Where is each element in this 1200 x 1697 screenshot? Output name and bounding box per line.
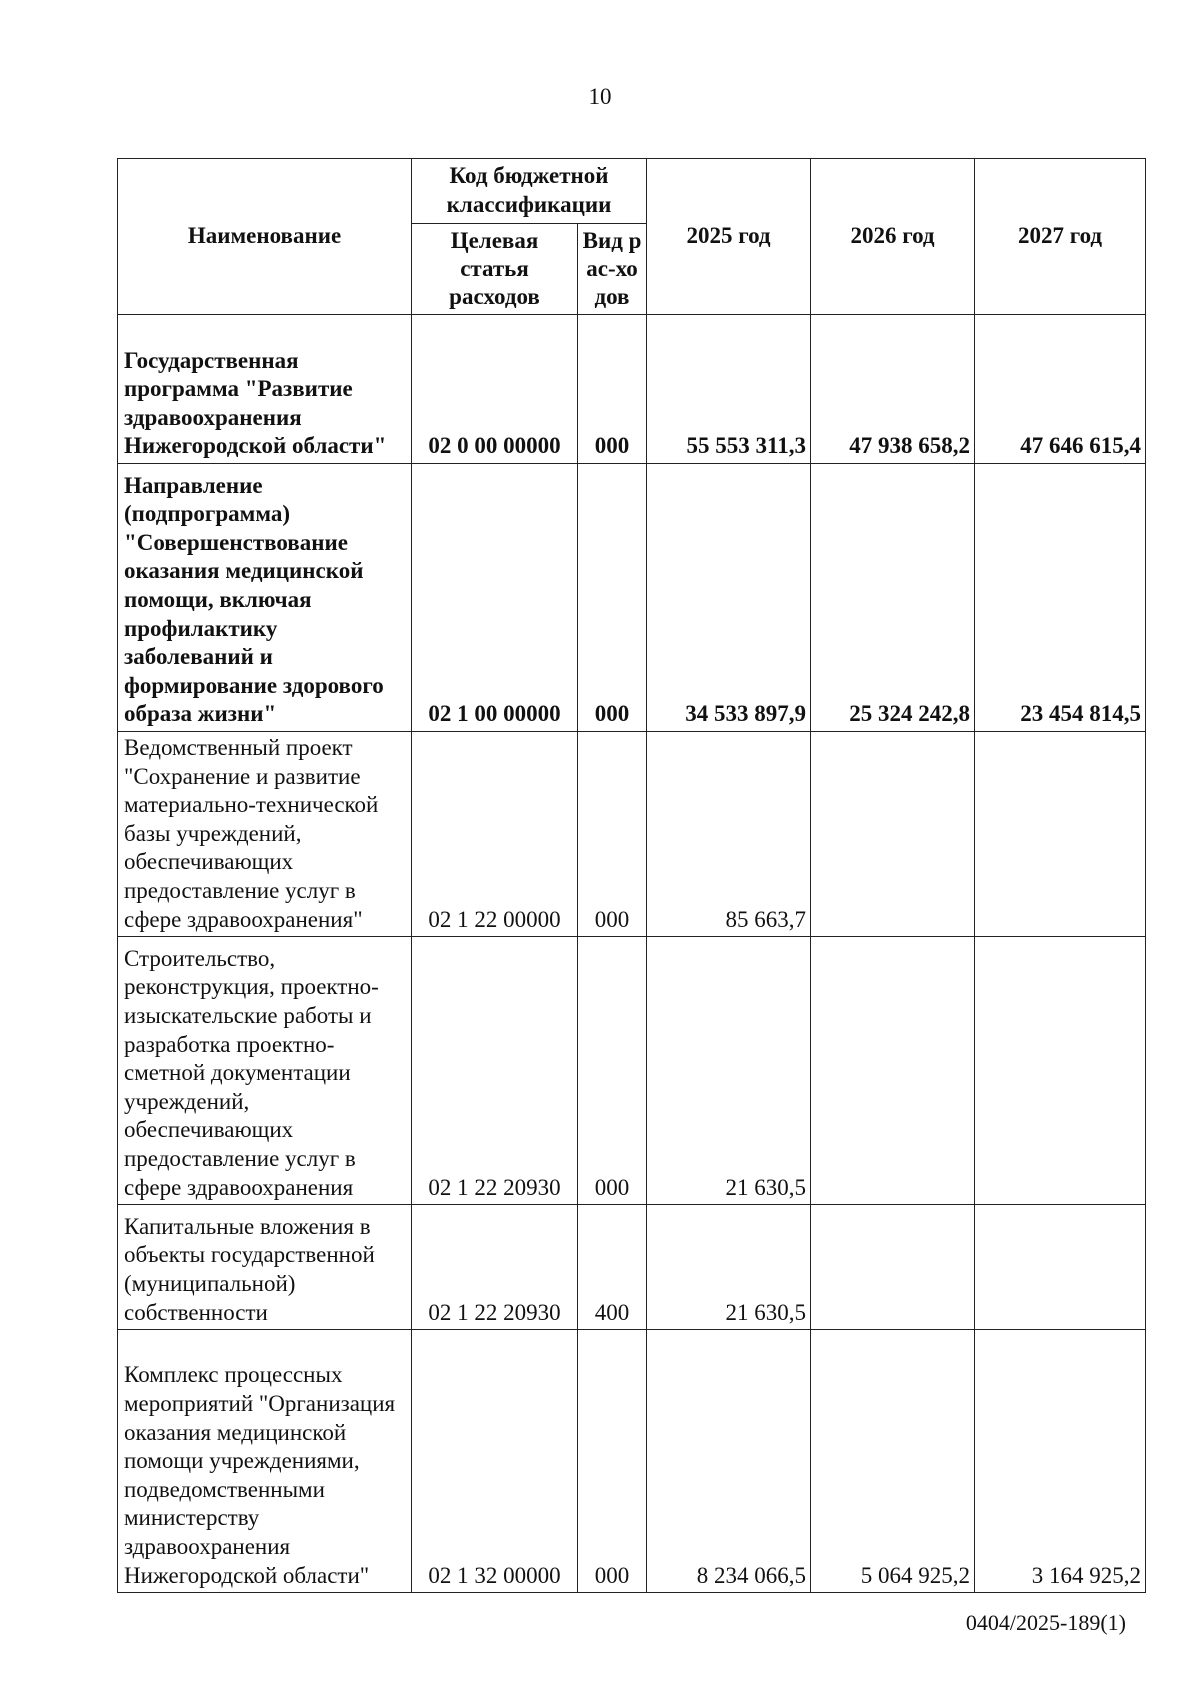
row-target-article: 02 1 22 20930 [412, 1205, 578, 1330]
row-expense-kind: 000 [578, 937, 647, 1205]
row-value-2026 [811, 732, 975, 937]
table-row [118, 1205, 1146, 1330]
row-target-article: 02 1 22 00000 [412, 732, 578, 937]
table-row [118, 1330, 1146, 1593]
table-row [118, 315, 1146, 464]
page-number: 10 [588, 84, 612, 109]
row-expense-kind: 000 [578, 315, 647, 464]
row-value-2025: 55 553 311,3 [647, 315, 811, 464]
row-expense-kind: 000 [578, 732, 647, 937]
row-value-2025: 21 630,5 [647, 1205, 811, 1330]
document-id: 0404/2025-189(1) [965, 1610, 1126, 1635]
table-row [118, 937, 1146, 1205]
budget-table [117, 158, 1146, 1593]
row-name: Капитальные вложения в объекты государственной (муниципальной) собственности [118, 1205, 412, 1330]
row-value-2025: 21 630,5 [647, 937, 811, 1205]
row-value-2026 [811, 1205, 975, 1330]
table-row [118, 464, 1146, 732]
row-expense-kind: 000 [578, 464, 647, 732]
row-name: Комплекс процессных мероприятий "Организация оказания медицинской помощи учреждениями, подведомственными министерству здравоохранения Нижегородской области" [118, 1330, 412, 1593]
table-row [118, 732, 1146, 937]
row-value-2026: 25 324 242,8 [811, 464, 975, 732]
row-value-2026 [811, 937, 975, 1205]
row-name: Строительство, реконструкция, проектно-изыскательские работы и разработка проектно-сметной документации учреждений, обеспечивающих предоставление услуг в сфере здравоохранения [118, 937, 412, 1205]
header-name: Наименование [118, 159, 412, 315]
row-value-2027 [975, 1205, 1146, 1330]
row-value-2025: 8 234 066,5 [647, 1330, 811, 1593]
row-name: Государственная программа "Развитие здравоохранения Нижегородской области" [118, 315, 412, 464]
row-target-article: 02 0 00 00000 [412, 315, 578, 464]
table-body [118, 315, 1146, 1593]
table-header-row [118, 159, 1146, 224]
row-name: Ведомственный проект "Сохранение и развитие материально-технической базы учреждений, обеспечивающих предоставление услуг в сфере здравоохранения" [118, 732, 412, 937]
row-value-2026: 5 064 925,2 [811, 1330, 975, 1593]
header-target-article: Целевая статья расходов [412, 224, 578, 315]
header-year-2025: 2025 год [647, 159, 811, 315]
header-year-2027: 2027 год [975, 159, 1146, 315]
row-value-2027: 23 454 814,5 [975, 464, 1146, 732]
row-name: Направление (подпрограмма) "Совершенствование оказания медицинской помощи, включая профилактику заболеваний и формирование здорового образа жизни" [118, 464, 412, 732]
header-expense-kind: Вид рас-ходов [578, 224, 647, 315]
row-value-2027 [975, 732, 1146, 937]
row-value-2025: 85 663,7 [647, 732, 811, 937]
row-expense-kind: 000 [578, 1330, 647, 1593]
row-value-2027: 3 164 925,2 [975, 1330, 1146, 1593]
row-value-2025: 34 533 897,9 [647, 464, 811, 732]
row-value-2027 [975, 937, 1146, 1205]
row-target-article: 02 1 32 00000 [412, 1330, 578, 1593]
row-value-2027: 47 646 615,4 [975, 315, 1146, 464]
row-expense-kind: 400 [578, 1205, 647, 1330]
header-year-2026: 2026 год [811, 159, 975, 315]
row-target-article: 02 1 22 20930 [412, 937, 578, 1205]
header-budget-code: Код бюджетной классификации [412, 159, 647, 224]
row-target-article: 02 1 00 00000 [412, 464, 578, 732]
row-value-2026: 47 938 658,2 [811, 315, 975, 464]
